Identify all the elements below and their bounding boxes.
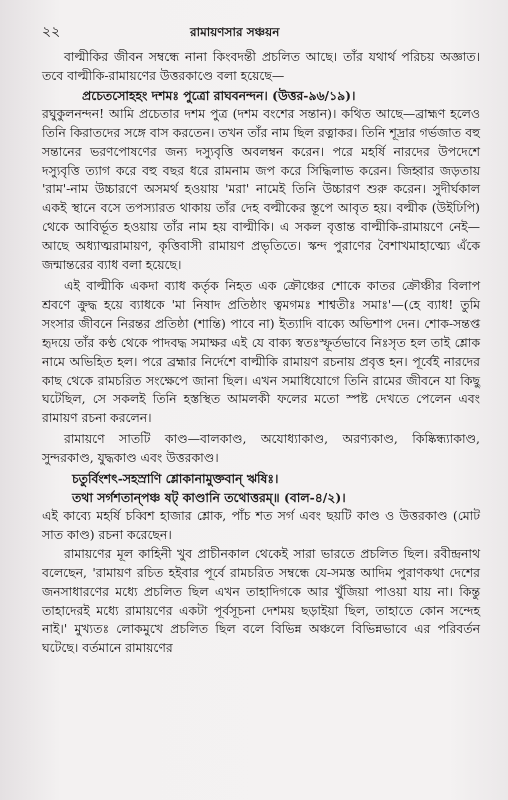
body-text	[42, 48, 480, 658]
sanskrit-verse-uttara: প্রচেতসোহহং দশমঃ পুত্রো রাঘবনন্দন। (উত্তর-৯৬/১৯)।	[82, 87, 356, 103]
sanskrit-verse-bala-2: তথা সর্গশতান্‌পঞ্চ ষট্ কাণ্ডানি তথোত্তরম্॥ (বাল-৪/২)।	[72, 490, 346, 506]
paragraph-seven-kandas: রামায়ণে সাতটি কাণ্ড—বালকাণ্ড, অযোধ্যাকাণ্ড, অরণ্যকাণ্ড, কিষ্কিন্ধ্যাকাণ্ড, সুন্দরকাণ্ড, যুদ্ধকাণ্ড এবং উত্তরকাণ্ড।	[42, 431, 480, 466]
paragraph-verse-meaning: এই কাব্যে মহর্ষি চব্বিশ হাজার শ্লোক, পাঁচ শত সর্গ এবং ছয়টি কাণ্ড ও উত্তরকাণ্ড (মোট সাত কাণ্ড) রচনা করেছেন।	[42, 508, 480, 542]
sanskrit-verse-bala-1: চতুর্বিংশৎ-সহস্রাণি শ্লোকানামুক্তবান্ ঋষিঃ।	[72, 471, 279, 487]
running-title: রামায়ণসার সঞ্চয়ন	[190, 25, 280, 39]
page-number: ২২	[42, 24, 61, 40]
page-header	[42, 20, 480, 44]
paragraph-ratnakar: রঘুকুলনন্দন! আমি প্রচেতার দশম পুত্র (দশম বংশের সন্তান)। কথিত আছে—ব্রাহ্মণ হলেও তিনি কিরাতদের সঙ্গে বাস করতেন। তখন তাঁর নাম ছিল রত্নাকর। তিনি শূদ্রার গর্ভজাত বহু সন্তানের ভরণপোষণের জন্য দস্যুবৃত্তি অবলম্বন করেন। পরে মহর্ষি নারদের উপদেশে দস্যুবৃত্তি ত্যাগ করে বহু বছর ধরে রামনাম জপ করে সিদ্ধিলাভ করেন। জিহ্বার জড়তায় 'রাম'-নাম উচ্চারণে অসমর্থ হওয়ায় 'মরা' নামেই তিনি উচ্চারণ শুরু করেন। সুদীর্ঘকাল একই স্থানে বসে তপস্যারত থাকায় তাঁর দেহ বল্মীকের স্তূপে আবৃত হয়। বল্মীক (উইঢিপি) থেকে আবির্ভূত হওয়ায় তাঁর নাম হয় বাল্মীকি। এ সকল বৃত্তান্ত বাল্মীকি-রামায়ণে নেই—আছে অধ্যাত্মরামায়ণ, কৃত্তিবাসী রামায়ণ প্রভৃতিতে। স্কন্দ পুরাণের বৈশাখমাহাত্ম্যে এঁকে জন্মান্তরের ব্যাধ বলা হয়েছে।	[42, 105, 480, 273]
paragraph-origin: রামায়ণের মূল কাহিনী খুব প্রাচীনকাল থেকেই সারা ভারতে প্রচলিত ছিল। রবীন্দ্রনাথ বলেছেন, 'রামায়ণ রচিত হইবার পূর্বে রামচরিত সম্বন্ধে যে-সমস্ত আদিম পুরাণকথা দেশের জনসাধারণের মধ্যে প্রচলিত ছিল এখন তাহাদিগকে আর খুঁজিয়া পাওয়া যায় না। কিন্তু তাহাদেরই মধ্যে রামায়ণের একটা পূর্বসূচনা দেশময় ছড়াইয়া ছিল, তাহাতে কোন সন্দেহ নাই।' মুখ্যতঃ লোকমুখে প্রচলিত ছিল বলে বিভিন্ন অঞ্চলে বিভিন্নভাবে এর পরিবর্তন ঘটেছে। বর্তমানে রামায়ণের	[42, 545, 480, 656]
paragraph-valmiki-life: বাল্মীকির জীবন সম্বন্ধে নানা কিংবদন্তী প্রচলিত আছে। তাঁর যথার্থ পরিচয় অজ্ঞাত। তবে বাল্মীকি-রামায়ণের উত্তরকাণ্ডে বলা হয়েছে—	[42, 49, 480, 83]
paragraph-krauncha: এই বাল্মীকি একদা ব্যাধ কর্তৃক নিহত এক ক্রৌঞ্চের শোকে কাতর ক্রৌঞ্চীর বিলাপ শ্রবণে ক্রুদ্ধ হয়ে ব্যাধকে 'মা নিষাদ প্রতিষ্ঠাং ত্বমগমঃ শাশ্বতীঃ সমাঃ'—(হে ব্যাধ! তুমি সংসার জীবনে নিরন্তর প্রতিষ্ঠা (শান্তি) পাবে না) ইত্যাদি বাক্যে অভিশাপ দেন। শোক-সন্তপ্ত হৃদয়ে তাঁর কণ্ঠ থেকে পাদবদ্ধ সমাক্ষর এই যে বাক্য স্বতঃস্ফূর্তভাবে নিঃসৃত হল তাই শ্লোক নামে অভিহিত হল। পরে ব্রহ্মার নির্দেশে বাল্মীকি রামায়ণ রচনায় প্রবৃত্ত হন। পূর্বেই নারদের কাছ থেকে রামচরিত সংক্ষেপে জানা ছিল। এখন সমাধিযোগে তিনি রামের জীবনে যা কিছু ঘটেছিল, সে সকলই তিনি হস্তস্থিত আমলকী ফলের মতো স্পষ্ট দেখতে পেলেন এবং রামায়ণ রচনা করলেন।	[42, 277, 480, 426]
